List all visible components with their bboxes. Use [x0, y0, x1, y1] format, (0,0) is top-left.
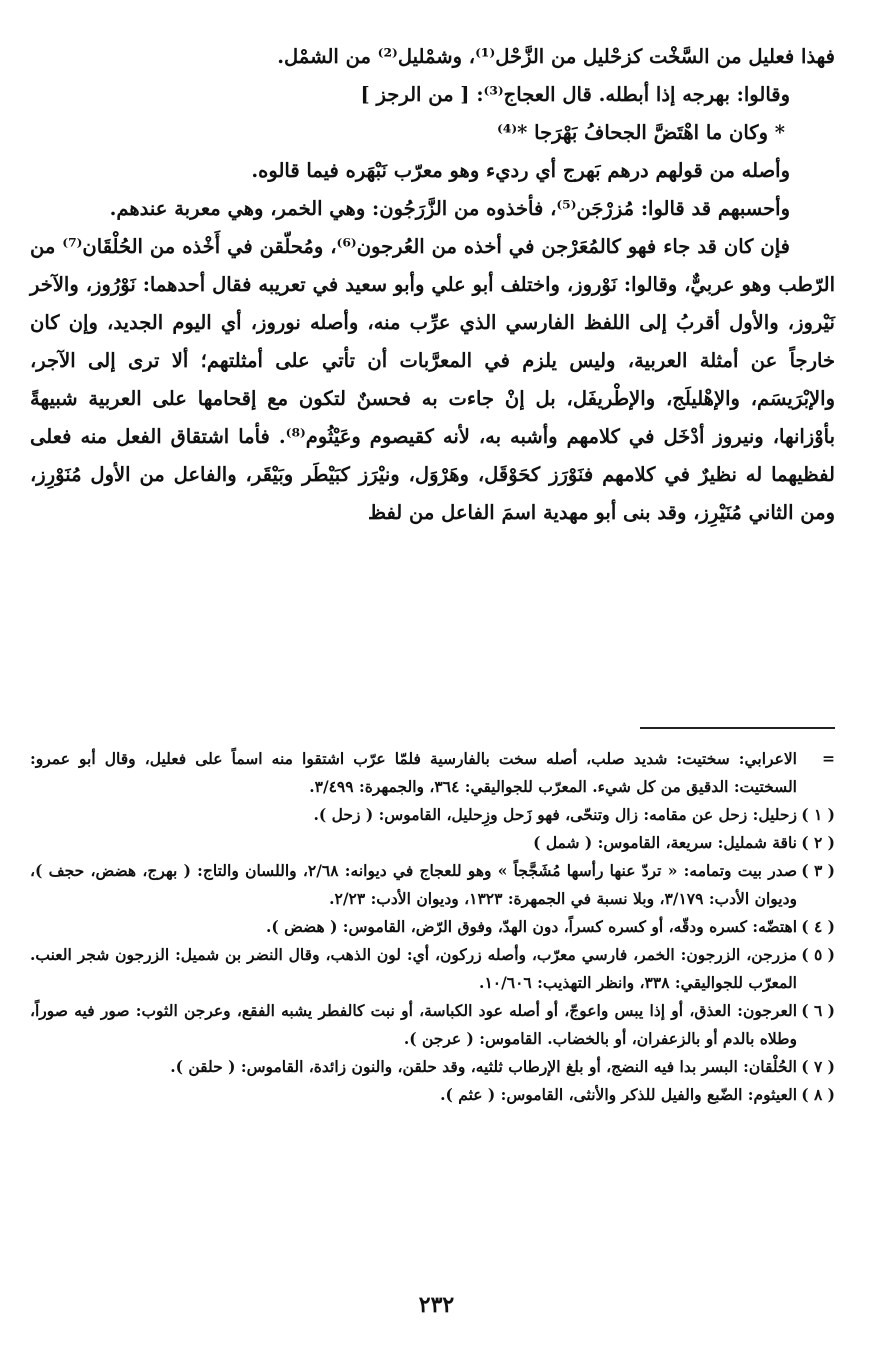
footnote-marker: =: [822, 749, 835, 768]
paragraph-2: وقالوا: بهرجه إذا أبطله. قال العجاج⁽³⁾: [ من الرجز ]: [360, 83, 790, 106]
footnote-text: زحليل: زحل عن مقامه: زال وتنحّى، فهو زَحل وزِحليل، القاموس: ( زحل ).: [313, 805, 797, 824]
footnote-number: ( ٣ ): [801, 861, 835, 880]
footnote-6: [30, 997, 835, 1053]
footnote-text: الحُلْقان: البسر بدا فيه النضج، أو بلغ الإرطاب ثلثيه، وقد حلقن، والنون زائدة، القاموس: ( حلقن ).: [170, 1057, 797, 1076]
paragraph-5: فإن كان قد جاء فهو كالمُعَرْجن في أخذه من العُرجون⁽⁶⁾، ومُحلّقن في أَخْذه من الحُلْقَان⁽⁷⁾ من الرّطب وهو عربيٌّ، وقالوا: نَوْروز، واختلف أبو علي وأبو سعيد في تعريبه فقال أحدهما: نَوْرُوز، والآخر نَيْروز، والأول أقربُ إلى اللفظ الفارسي الذي عرِّب منه، وأصله نوروز، أي اليوم الجديد، وإن كان خارجاً عن أمثلة العربية، وليس يلزم في المعرَّبات أن تأتي على أمثلتهم؛ ألا ترى إلى الآجر، والإبْرَيسَم، والإهْليلَج، والإطْريفَل، بل إنْ جاءت به فحسنٌ لتكون مع إقحامها على العربية شبيهةً بأوْزانها، ونيروز أدْخَل في كلامهم وأشبه به، لأنه كقيصوم وعَيْثُوم⁽⁸⁾. فأما اشتقاق الفعل منه فعلى لفظيهما له نظيرٌ في كلامهم فنَوْرَز كحَوْقَل، وهَرْوَل، ونيْرَز كبَيْطَر وبَيْقَر، والفاعل من الأول مُنَوْرِز، ومن الثاني مُنَيْرِز، وقد بنى أبو مهدية اسمَ الفاعل من لفظ: [30, 235, 835, 524]
footnote-text: العيثوم: الضّبع والفيل للذكر والأنثى، القاموس: ( عثم ).: [440, 1085, 797, 1104]
footnote-number: ( ٧ ): [801, 1057, 835, 1076]
footnote-1: [30, 801, 835, 829]
verse-line: * وكان ما اهْتَضَّ الجحافُ بَهْرَجا *⁽⁴⁾: [497, 121, 785, 144]
footnote-text: الاعرابي: سختيت: شديد صلب، أصله سخت بالفارسية فلمّا عرّب اشتقوا منه اسماً على فعليل، وقال أبو عمرو: السختيت: الدقيق من كل شيء. المعرّب للجواليقي: ٣٦٤، والجمهرة: ٣/٤٩٩.: [30, 749, 797, 796]
footnote-2: [30, 829, 835, 857]
paragraph-1: فهذا فعليل من السَّخْت كزحْليل من الزَّحْل⁽¹⁾، وشمْليل⁽²⁾ من الشمْل.: [277, 45, 835, 68]
footnote-continued: [30, 745, 835, 801]
footnote-separator: [640, 727, 835, 729]
footnote-4: [30, 913, 835, 941]
paragraph-4: وأحسبهم قد قالوا: مُزرْجَن⁽⁵⁾، فأخذوه من الزَّرَجُون: وهي الخمر، وهي معربة عندهم.: [109, 197, 790, 220]
footnote-number: ( ١ ): [801, 805, 835, 824]
footnote-number: ( ٥ ): [801, 945, 835, 964]
footnote-5: [30, 941, 835, 997]
footnotes: [30, 745, 835, 1109]
page-number: ٢٣٢: [418, 1292, 455, 1318]
footnote-number: ( ٨ ): [801, 1085, 835, 1104]
footnote-text: ناقة شمليل: سريعة، القاموس: ( شمل ): [533, 833, 797, 852]
footnote-7: [30, 1053, 835, 1081]
footnote-text: العرجون: العذق، أو إذا يبس واعوجّ، أو أصله عود الكباسة، أو نبت كالفطر يشبه الفقع، وعرجن الثوب: صور فيه صوراً، وطلاه بالدم أو بالزعفران، أو بالخضاب. القاموس: ( عرجن ).: [30, 1001, 797, 1048]
footnote-8: [30, 1081, 835, 1109]
footnote-text: اهتضّه: كسره ودقّه، أو كسره كسراً، دون الهدّ، وفوق الرّض، القاموس: ( هضض ).: [265, 917, 797, 936]
footnote-number: ( ٢ ): [801, 833, 835, 852]
footnote-number: ( ٦ ): [801, 1001, 835, 1020]
footnote-3: [30, 857, 835, 913]
footnote-text: صدر بيت وتمامه: « تردّ عنها رأسها مُشَجَّجاً » وهو للعجاج في ديوانه: ٢/٦٨، واللسان والتاج: ( بهرج، هضض، حجف )، وديوان الأدب: ٣/١٧٩، وبلا نسبة في الجمهرة: ١٣٢٣، وديوان الأدب: ٢/٢٣.: [30, 861, 797, 908]
footnote-number: ( ٤ ): [801, 917, 835, 936]
paragraph-3: وأصله من قولهم درهم بَهرج أي رديء وهو معرّب نَبْهَره فيما قالوه.: [251, 159, 790, 182]
footnote-text: مزرجن، الزرجون: الخمر، فارسي معرّب، وأصله زركون، أي: لون الذهب، وقال النضر بن شميل: الزرجون شجر العنب. المعرّب للجواليقي: ٣٣٨، وانظر التهذيب: ١٠/٦٠٦.: [30, 945, 797, 992]
main-text: [30, 38, 835, 532]
